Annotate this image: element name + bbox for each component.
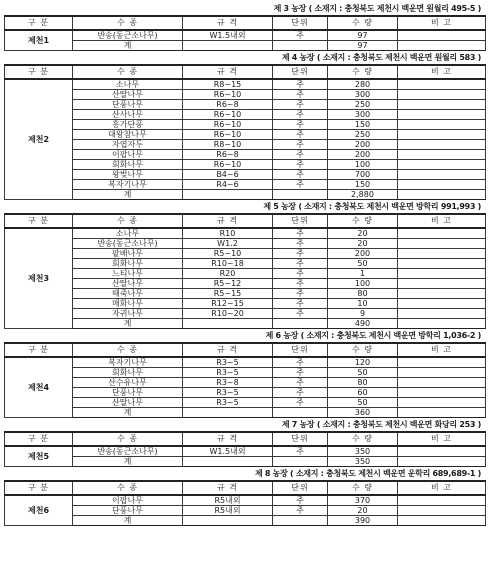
- table-row: [5, 150, 486, 160]
- cell-unit: 주: [273, 100, 328, 110]
- cell-note: [398, 506, 486, 516]
- header-species: 수 종: [73, 481, 183, 495]
- cell-species: 산수유나무: [73, 378, 183, 388]
- table-row: [5, 239, 486, 249]
- cell-note: [398, 398, 486, 408]
- header-note: 비 고: [398, 65, 486, 79]
- cell-qty: 100: [328, 160, 398, 170]
- cell-unit: 주: [273, 309, 328, 319]
- header-group: 구 분: [5, 16, 73, 30]
- cell-qty: 300: [328, 110, 398, 120]
- cell-qty: 80: [328, 378, 398, 388]
- farm-table: [4, 213, 486, 329]
- cell-spec: R10~20: [183, 309, 273, 319]
- cell-spec: R6~10: [183, 160, 273, 170]
- cell-qty: 200: [328, 249, 398, 259]
- header-group: 구 분: [5, 214, 73, 228]
- header-row: [5, 16, 486, 30]
- farm-title: 제 6 농장 ( 소재지 : 충청북도 제천시 백운면 방학리 1,036-2 ): [265, 331, 481, 340]
- header-qty: 수 량: [328, 481, 398, 495]
- cell-species: 산딸나무: [73, 90, 183, 100]
- total-qty: 2,880: [328, 190, 398, 200]
- header-species: 수 종: [73, 65, 183, 79]
- total-label: 계: [73, 319, 183, 329]
- cell-note: [398, 170, 486, 180]
- cell-unit: 주: [273, 228, 328, 239]
- header-unit: 단위: [273, 16, 328, 30]
- table-row: [5, 378, 486, 388]
- cell-unit: 주: [273, 279, 328, 289]
- cell-unit: 주: [273, 150, 328, 160]
- cell-note: [398, 160, 486, 170]
- cell-spec: R12~15: [183, 299, 273, 309]
- cell-note: [398, 90, 486, 100]
- total-empty: [273, 41, 328, 51]
- farm-title: 제 7 농장 ( 소재지 : 충청북도 제천시 백운면 화당리 253 ): [281, 420, 481, 429]
- cell-note: [398, 289, 486, 299]
- cell-note: [398, 388, 486, 398]
- total-empty: [183, 516, 273, 526]
- total-label: 계: [73, 41, 183, 51]
- table-row: [5, 309, 486, 319]
- cell-unit: 주: [273, 259, 328, 269]
- cell-species: 소나무: [73, 228, 183, 239]
- total-empty: [273, 190, 328, 200]
- total-note: [398, 516, 486, 526]
- cell-species: 산딸나무: [73, 279, 183, 289]
- cell-note: [398, 100, 486, 110]
- table-row: [5, 299, 486, 309]
- cell-note: [398, 368, 486, 378]
- farm-title: 제 3 농장 ( 소재지 : 충청북도 제천시 백운면 원월리 495-5 ): [273, 4, 481, 13]
- header-group: 구 분: [5, 481, 73, 495]
- cell-unit: 주: [273, 140, 328, 150]
- farm-table: [4, 15, 486, 51]
- cell-qty: 20: [328, 239, 398, 249]
- cell-qty: 50: [328, 259, 398, 269]
- table-row: [5, 30, 486, 41]
- header-row: [5, 481, 486, 495]
- header-unit: 단위: [273, 65, 328, 79]
- cell-note: [398, 299, 486, 309]
- header-qty: 수 량: [328, 65, 398, 79]
- cell-spec: R3~8: [183, 378, 273, 388]
- header-row: [5, 65, 486, 79]
- group-label: 제천2: [5, 79, 73, 200]
- cell-qty: 100: [328, 279, 398, 289]
- cell-spec: R5내외: [183, 495, 273, 506]
- table-row: [5, 90, 486, 100]
- header-spec: 규 격: [183, 16, 273, 30]
- cell-spec: W1.5내외: [183, 446, 273, 457]
- header-qty: 수 량: [328, 16, 398, 30]
- cell-species: 대왕참나무: [73, 130, 183, 140]
- cell-unit: 주: [273, 299, 328, 309]
- header-spec: 규 격: [183, 65, 273, 79]
- cell-species: 자엽자두: [73, 140, 183, 150]
- total-empty: [273, 516, 328, 526]
- cell-note: [398, 30, 486, 41]
- cell-species: 회화나무: [73, 368, 183, 378]
- cell-unit: 주: [273, 368, 328, 378]
- cell-unit: 주: [273, 170, 328, 180]
- header-unit: 단위: [273, 343, 328, 357]
- total-empty: [183, 41, 273, 51]
- cell-qty: 10: [328, 299, 398, 309]
- group-label: 제천3: [5, 228, 73, 329]
- cell-species: 이팝나무: [73, 150, 183, 160]
- cell-spec: R6~10: [183, 110, 273, 120]
- total-row: [5, 408, 486, 418]
- table-row: [5, 100, 486, 110]
- total-qty: 350: [328, 457, 398, 467]
- cell-note: [398, 249, 486, 259]
- cell-note: [398, 446, 486, 457]
- cell-qty: 300: [328, 90, 398, 100]
- cell-qty: 120: [328, 357, 398, 368]
- cell-note: [398, 239, 486, 249]
- total-empty: [183, 319, 273, 329]
- table-row: [5, 495, 486, 506]
- header-group: 구 분: [5, 432, 73, 446]
- cell-note: [398, 130, 486, 140]
- cell-qty: 350: [328, 446, 398, 457]
- cell-qty: 250: [328, 100, 398, 110]
- table-row: [5, 279, 486, 289]
- cell-species: 홍가단풍: [73, 120, 183, 130]
- total-label: 계: [73, 457, 183, 467]
- cell-note: [398, 180, 486, 190]
- cell-qty: 150: [328, 180, 398, 190]
- cell-unit: 주: [273, 446, 328, 457]
- cell-species: 자귀나무: [73, 309, 183, 319]
- cell-unit: 주: [273, 249, 328, 259]
- total-empty: [273, 408, 328, 418]
- cell-spec: R6~8: [183, 150, 273, 160]
- farm-table: [4, 431, 486, 467]
- table-row: [5, 120, 486, 130]
- total-label: 계: [73, 516, 183, 526]
- table-row: [5, 506, 486, 516]
- cell-spec: R5~15: [183, 289, 273, 299]
- cell-species: 복자기나무: [73, 357, 183, 368]
- header-qty: 수 량: [328, 343, 398, 357]
- total-qty: 360: [328, 408, 398, 418]
- cell-species: 반송(동근소나무): [73, 30, 183, 41]
- header-group: 구 분: [5, 65, 73, 79]
- cell-species: 이팝나무: [73, 495, 183, 506]
- cell-note: [398, 110, 486, 120]
- header-spec: 규 격: [183, 432, 273, 446]
- group-label: 제천6: [5, 495, 73, 526]
- total-label: 계: [73, 190, 183, 200]
- cell-species: 회화나무: [73, 160, 183, 170]
- table-row: [5, 249, 486, 259]
- table-row: [5, 269, 486, 279]
- cell-unit: 주: [273, 495, 328, 506]
- total-empty: [273, 457, 328, 467]
- cell-qty: 97: [328, 30, 398, 41]
- cell-spec: R6~10: [183, 120, 273, 130]
- header-note: 비 고: [398, 432, 486, 446]
- farm-title: 제 4 농장 ( 소재지 : 충청북도 제천시 백운면 원월리 583 ): [281, 53, 481, 62]
- cell-note: [398, 495, 486, 506]
- header-group: 구 분: [5, 343, 73, 357]
- cell-qty: 9: [328, 309, 398, 319]
- total-row: [5, 457, 486, 467]
- total-note: [398, 190, 486, 200]
- cell-unit: 주: [273, 269, 328, 279]
- table-row: [5, 79, 486, 90]
- cell-note: [398, 150, 486, 160]
- header-note: 비 고: [398, 343, 486, 357]
- cell-unit: 주: [273, 506, 328, 516]
- table-row: [5, 259, 486, 269]
- cell-species: 왕벚나무: [73, 170, 183, 180]
- total-empty: [183, 408, 273, 418]
- cell-note: [398, 120, 486, 130]
- cell-unit: 주: [273, 289, 328, 299]
- header-species: 수 종: [73, 432, 183, 446]
- cell-unit: 주: [273, 30, 328, 41]
- cell-species: 회화나무: [73, 259, 183, 269]
- cell-unit: 주: [273, 110, 328, 120]
- header-row: [5, 214, 486, 228]
- table-row: [5, 398, 486, 408]
- cell-spec: R10~18: [183, 259, 273, 269]
- cell-qty: 60: [328, 388, 398, 398]
- cell-unit: 주: [273, 239, 328, 249]
- header-qty: 수 량: [328, 214, 398, 228]
- cell-note: [398, 378, 486, 388]
- cell-spec: W1.2: [183, 239, 273, 249]
- cell-qty: 700: [328, 170, 398, 180]
- table-row: [5, 140, 486, 150]
- total-note: [398, 41, 486, 51]
- cell-qty: 370: [328, 495, 398, 506]
- table-row: [5, 110, 486, 120]
- total-row: [5, 319, 486, 329]
- cell-unit: 주: [273, 130, 328, 140]
- farm-table: [4, 342, 486, 418]
- header-spec: 규 격: [183, 214, 273, 228]
- cell-species: 단풍나무: [73, 100, 183, 110]
- total-row: [5, 516, 486, 526]
- header-note: 비 고: [398, 214, 486, 228]
- cell-spec: R10: [183, 228, 273, 239]
- cell-species: 반송(동근소나무): [73, 446, 183, 457]
- cell-note: [398, 79, 486, 90]
- cell-qty: 150: [328, 120, 398, 130]
- cell-species: 복자기나무: [73, 180, 183, 190]
- cell-note: [398, 357, 486, 368]
- cell-spec: R5내외: [183, 506, 273, 516]
- cell-note: [398, 279, 486, 289]
- cell-spec: R8~10: [183, 140, 273, 150]
- table-row: [5, 130, 486, 140]
- cell-note: [398, 228, 486, 239]
- cell-qty: 50: [328, 368, 398, 378]
- cell-spec: R5~10: [183, 249, 273, 259]
- total-row: [5, 41, 486, 51]
- cell-qty: 20: [328, 506, 398, 516]
- header-unit: 단위: [273, 481, 328, 495]
- header-row: [5, 432, 486, 446]
- table-row: [5, 446, 486, 457]
- cell-species: 매화나무: [73, 299, 183, 309]
- cell-spec: R3~5: [183, 398, 273, 408]
- cell-unit: 주: [273, 120, 328, 130]
- cell-species: 팥배나무: [73, 249, 183, 259]
- header-qty: 수 량: [328, 432, 398, 446]
- farm-title: 제 8 농장 ( 소재지 : 충청북도 제천시 백운면 운학리 689,689-1 ): [255, 469, 481, 478]
- cell-unit: 주: [273, 357, 328, 368]
- cell-spec: B4~6: [183, 170, 273, 180]
- cell-qty: 1: [328, 269, 398, 279]
- group-label: 제천4: [5, 357, 73, 418]
- cell-species: 산딸나무: [73, 398, 183, 408]
- cell-spec: R20: [183, 269, 273, 279]
- total-note: [398, 319, 486, 329]
- cell-unit: 주: [273, 378, 328, 388]
- cell-species: 단풍나무: [73, 388, 183, 398]
- cell-unit: 주: [273, 398, 328, 408]
- cell-spec: R4~6: [183, 180, 273, 190]
- total-qty: 97: [328, 41, 398, 51]
- cell-species: 산사나무: [73, 110, 183, 120]
- header-unit: 단위: [273, 214, 328, 228]
- cell-species: 단풍나무: [73, 506, 183, 516]
- total-qty: 390: [328, 516, 398, 526]
- total-note: [398, 408, 486, 418]
- total-note: [398, 457, 486, 467]
- cell-note: [398, 140, 486, 150]
- cell-qty: 200: [328, 150, 398, 160]
- total-row: [5, 190, 486, 200]
- header-spec: 규 격: [183, 343, 273, 357]
- total-label: 계: [73, 408, 183, 418]
- cell-species: 반송(동근소나무): [73, 239, 183, 249]
- cell-spec: R3~5: [183, 368, 273, 378]
- cell-unit: 주: [273, 160, 328, 170]
- header-species: 수 종: [73, 16, 183, 30]
- farm-table: [4, 480, 486, 526]
- header-species: 수 종: [73, 214, 183, 228]
- header-spec: 규 격: [183, 481, 273, 495]
- farm-title: 제 5 농장 ( 소재지 : 충청북도 제천시 백운면 방학리 991,993 ): [263, 202, 481, 211]
- table-row: [5, 170, 486, 180]
- cell-species: 때죽나무: [73, 289, 183, 299]
- cell-qty: 80: [328, 289, 398, 299]
- table-row: [5, 368, 486, 378]
- table-row: [5, 160, 486, 170]
- cell-qty: 250: [328, 130, 398, 140]
- cell-species: 느티나무: [73, 269, 183, 279]
- cell-species: 소나무: [73, 79, 183, 90]
- table-row: [5, 357, 486, 368]
- table-row: [5, 180, 486, 190]
- cell-unit: 주: [273, 180, 328, 190]
- cell-spec: R6~10: [183, 130, 273, 140]
- cell-spec: R5~12: [183, 279, 273, 289]
- cell-note: [398, 309, 486, 319]
- cell-unit: 주: [273, 79, 328, 90]
- header-species: 수 종: [73, 343, 183, 357]
- total-empty: [183, 457, 273, 467]
- total-empty: [273, 319, 328, 329]
- cell-spec: R6~8: [183, 100, 273, 110]
- group-label: 제천1: [5, 30, 73, 51]
- farm-table: [4, 64, 486, 200]
- document: [4, 2, 485, 526]
- total-empty: [183, 190, 273, 200]
- cell-unit: 주: [273, 90, 328, 100]
- cell-qty: 50: [328, 398, 398, 408]
- table-row: [5, 388, 486, 398]
- table-row: [5, 289, 486, 299]
- cell-note: [398, 269, 486, 279]
- header-row: [5, 343, 486, 357]
- cell-qty: 280: [328, 79, 398, 90]
- cell-qty: 200: [328, 140, 398, 150]
- header-note: 비 고: [398, 16, 486, 30]
- header-unit: 단위: [273, 432, 328, 446]
- cell-spec: R6~10: [183, 90, 273, 100]
- cell-spec: R3~5: [183, 388, 273, 398]
- cell-spec: W1.5내외: [183, 30, 273, 41]
- cell-spec: R8~15: [183, 79, 273, 90]
- table-row: [5, 228, 486, 239]
- cell-spec: R3~5: [183, 357, 273, 368]
- cell-qty: 20: [328, 228, 398, 239]
- cell-note: [398, 259, 486, 269]
- group-label: 제천5: [5, 446, 73, 467]
- total-qty: 490: [328, 319, 398, 329]
- cell-unit: 주: [273, 388, 328, 398]
- header-note: 비 고: [398, 481, 486, 495]
